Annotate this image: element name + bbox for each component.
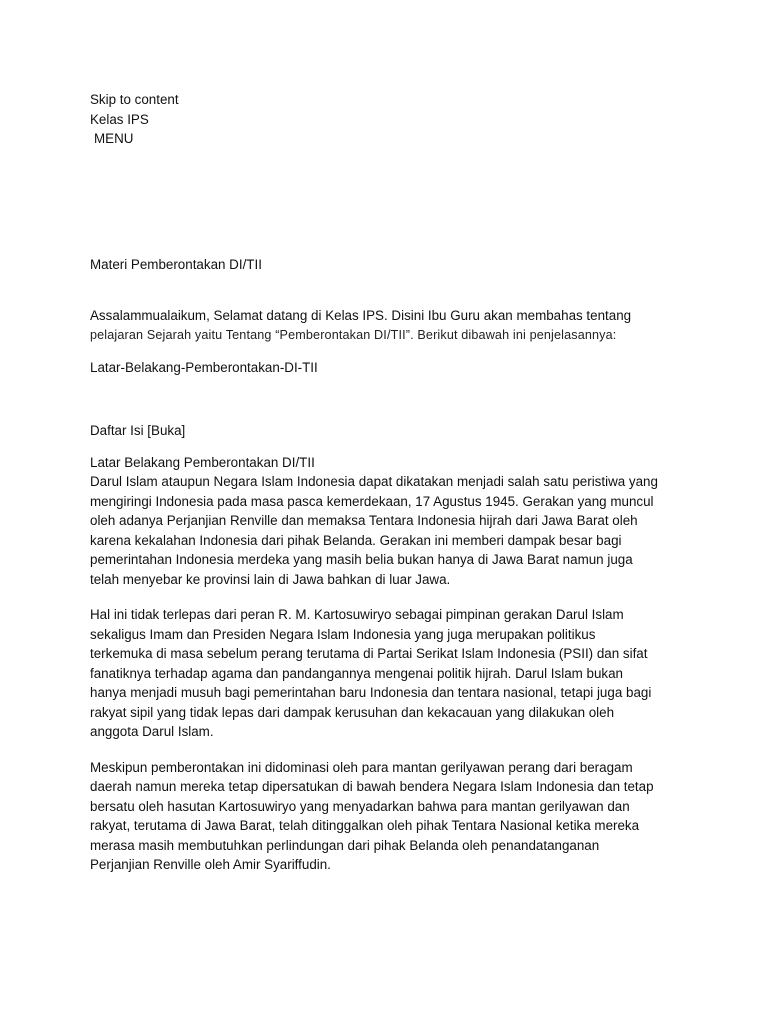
skip-to-content-link[interactable]: Skip to content xyxy=(90,92,179,107)
paragraph-line: mengiringi Indonesia pada masa pasca kemerdekaan, 17 Agustus 1945. Gerakan yang muncul xyxy=(90,493,654,509)
paragraph-line: pemerintahan Indonesia merdeka yang masih belia bukan hanya di Jawa Barat namun juga xyxy=(90,552,633,568)
image-spacer xyxy=(90,377,690,421)
table-of-contents-toggle[interactable]: Daftar Isi [Buka] xyxy=(90,423,186,439)
paragraph-line: rakyat, terutama di Jawa Barat, telah ditinggalkan oleh pihak Tentara Nasional ketika mereka xyxy=(90,818,640,834)
paragraph-2 xyxy=(90,605,690,742)
paragraph-3 xyxy=(90,758,690,875)
paragraph-1 xyxy=(90,472,690,589)
paragraph-line: oleh adanya Perjanjian Renville dan memaksa Tentara Indonesia hijrah dari Jawa Barat oleh xyxy=(90,513,638,529)
menu-button[interactable]: MENU xyxy=(94,131,134,147)
paragraph-line: Hal ini tidak terlepas dari peran R. M. Kartosuwiryo sebagai pimpinan gerakan Darul Islam xyxy=(90,607,624,623)
paragraph-line: hanya menjadi musuh bagi pemerintahan baru Indonesia dan tentara nasional, tetapi juga bagi xyxy=(90,685,652,701)
paragraph-line: merasa masih membutuhkan perlindungan dari pihak Belanda oleh penandatanganan xyxy=(90,837,600,853)
paragraph-line: karena kekalahan Indonesia dari pihak Belanda. Gerakan ini memberi dampak besar bagi xyxy=(90,532,622,548)
paragraph-line: anggota Darul Islam. xyxy=(90,724,214,740)
document-page xyxy=(90,90,690,875)
paragraph-spacer xyxy=(90,589,690,605)
title-spacer xyxy=(90,274,690,306)
site-title-link[interactable]: Kelas IPS xyxy=(90,111,149,127)
toc-spacer xyxy=(90,441,690,453)
paragraph-line: Meskipun pemberontakan ini didominasi oleh para mantan gerilyawan perang dari beragam xyxy=(90,759,633,775)
paragraph-line: Darul Islam ataupun Negara Islam Indonesia dapat dikatakan menjadi salah satu peristiwa yang xyxy=(90,474,658,490)
paragraph-line: daerah namun mereka tetap dipersatukan di bawah bendera Negara Islam Indonesia dan tetap xyxy=(90,779,654,795)
intro-paragraph xyxy=(90,306,690,345)
page-title: Materi Pemberontakan DI/TII xyxy=(90,256,262,272)
header-spacer xyxy=(90,149,690,255)
paragraph-line: Perjanjian Renville oleh Amir Syariffudin. xyxy=(90,857,331,873)
paragraph-line: fanatiknya terhadap agama dan pandangannya mengenai politik hijrah. Darul Islam bukan xyxy=(90,665,624,681)
paragraph-line: terkemuka di masa sebelum perang terutama di Partai Serikat Islam Indonesia (PSII) dan sifat xyxy=(90,646,648,662)
intro-line: pelajaran Sejarah yaitu Tentang “Pemberontakan DI/TII”. Berikut dibawah ini penjelasannya: xyxy=(90,327,617,342)
paragraph-line: rakyat sipil yang tidak lepas dari dampak kerusuhan dan kekacauan yang dilakukan oleh xyxy=(90,704,615,720)
paragraph-line: bersatu oleh hasutan Kartosuwiryo yang menyadarkan bahwa para mantan gerilyawan dan xyxy=(90,798,630,814)
intro-line: Assalammualaikum, Selamat datang di Kelas IPS. Disini Ibu Guru akan membahas tentang xyxy=(90,308,632,324)
section-heading: Latar Belakang Pemberontakan DI/TII xyxy=(90,454,315,470)
paragraph-line: telah menyebar ke provinsi lain di Jawa bahkan di luar Jawa. xyxy=(90,571,451,587)
intro-spacer xyxy=(90,346,690,358)
paragraph-spacer xyxy=(90,742,690,758)
image-caption: Latar-Belakang-Pemberontakan-DI-TII xyxy=(90,359,318,375)
paragraph-line: sekaligus Imam dan Presiden Negara Islam Indonesia yang juga merupakan politikus xyxy=(90,626,596,642)
